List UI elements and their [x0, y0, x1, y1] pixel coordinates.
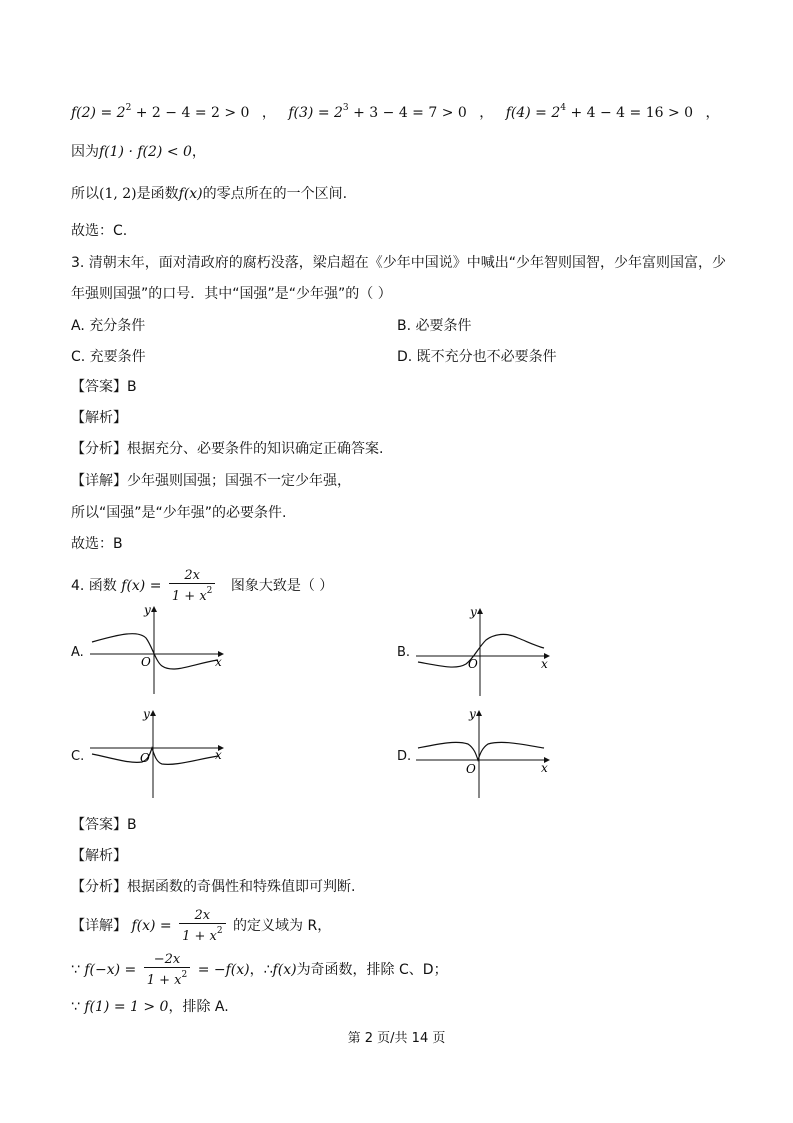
q4-analysis: 【分析】根据函数的奇偶性和特殊值即可判断.	[71, 879, 356, 895]
f3-value: $f(3) = 2^3 + 3 - 4 = 7 > 0$	[288, 103, 467, 121]
q3-detail: 【详解】少年强则国强；国强不一定少年强，	[71, 473, 351, 489]
q4-graph-b	[416, 604, 556, 696]
q4-graph-b-x-label: x	[541, 657, 548, 671]
q4-detail: 【详解】 f(x) = $\frac{2x}{1 + x^2}$ 的定义域为 R，	[71, 908, 332, 944]
so-line: 所以(1, 2)是函数f(x)的零点所在的一个区间.	[71, 186, 348, 202]
product-expr: f(1) · f(2) < 0	[99, 144, 192, 160]
f-values-line: $f(2) = 2^2 + 2 - 4 = 2 > 0$ ， $f(3) = 2^3 + 3 - 4 = 7 > 0$ ， $f(4) = 2^4 + 4 - 4 = 16 > 0$ ，	[71, 103, 720, 121]
q4-graph-a	[90, 602, 230, 694]
q4-graph-d-curve	[418, 742, 544, 760]
q3-choose: 故选：B	[71, 536, 123, 552]
q4-graph-d	[416, 706, 556, 798]
q3-text-1: 3. 清朝末年，面对清政府的腐朽没落，梁启超在《少年中国说》中喊出“少年智则国智，少年富则国富，少	[71, 255, 727, 271]
q3-option-b: B. 必要条件	[397, 318, 472, 334]
q4-graph-c-curve	[92, 748, 218, 764]
page-footer: 第 2 页/共 14 页	[347, 1031, 446, 1046]
q4-fraction: $\frac{2x}{1 + x^2}$	[169, 568, 216, 604]
q4-graph-b-y-label: y	[470, 605, 477, 619]
q4-graph-c	[90, 706, 230, 798]
q4-graph-b-origin: O	[468, 657, 478, 671]
q4-graph-c-y-label: y	[143, 707, 150, 721]
q3-text-2: 年强则国强”的口号．其中“国强”是“少年强”的（ ）	[71, 286, 392, 302]
q4-graph-a-y-label: y	[144, 603, 151, 617]
q3-answer: 【答案】B	[71, 379, 137, 395]
q4-graph-c-origin: O	[140, 751, 150, 765]
f4-value: $f(4) = 2^4 + 4 - 4 = 16 > 0$	[505, 103, 694, 121]
q3-option-c: C. 充要条件	[71, 349, 146, 365]
q4-graph-a-curve	[92, 634, 218, 669]
q4-option-d-label: D.	[397, 749, 412, 764]
q4-option-a-label: A.	[71, 645, 84, 660]
q4-graph-a-origin: O	[141, 655, 151, 669]
q4-graph-c-x-label: x	[215, 748, 222, 762]
because-line: 因为f(1) · f(2) < 0，	[71, 144, 206, 160]
q4-answer: 【答案】B	[71, 817, 137, 833]
f2-value: $f(2) = 2^2 + 2 - 4 = 2 > 0$	[71, 103, 250, 121]
choose-line-q2: 故选：C.	[71, 223, 128, 239]
q4-graph-b-curve	[418, 634, 544, 667]
q4-graph-d-x-label: x	[541, 761, 548, 775]
q4-odd-function-line: ∵ f(−x) = $\frac{-2x}{1 + x^2}$ = −f(x)，∴f(x)为奇函数，排除 C、D；	[71, 952, 448, 988]
q3-option-d: D. 既不充分也不必要条件	[397, 349, 557, 365]
q4-analysis-title: 【解析】	[71, 848, 127, 864]
q4-option-b-label: B.	[397, 645, 411, 660]
q4-odd-fraction: $\frac{-2x}{1 + x^2}$	[144, 952, 191, 988]
q4-detail-fraction: $\frac{2x}{1 + x^2}$	[179, 908, 226, 944]
q3-analysis-title: 【解析】	[71, 410, 127, 426]
q4-option-c-label: C.	[71, 749, 85, 764]
q4-graph-a-x-label: x	[215, 655, 222, 669]
q4-graph-d-origin: O	[466, 762, 476, 776]
q3-analysis: 【分析】根据充分、必要条件的知识确定正确答案.	[71, 441, 384, 457]
q4-exclude-a-line: ∵ f(1) = 1 > 0，排除 A.	[71, 999, 229, 1015]
q3-option-a: A. 充分条件	[71, 318, 146, 334]
q4-stem: 4. 函数 f(x) = $\frac{2x}{1 + x^2}$ 图象大致是（ ）	[71, 568, 334, 604]
q4-graph-d-y-label: y	[469, 707, 476, 721]
q3-conclusion: 所以“国强”是“少年强”的必要条件.	[71, 505, 287, 521]
